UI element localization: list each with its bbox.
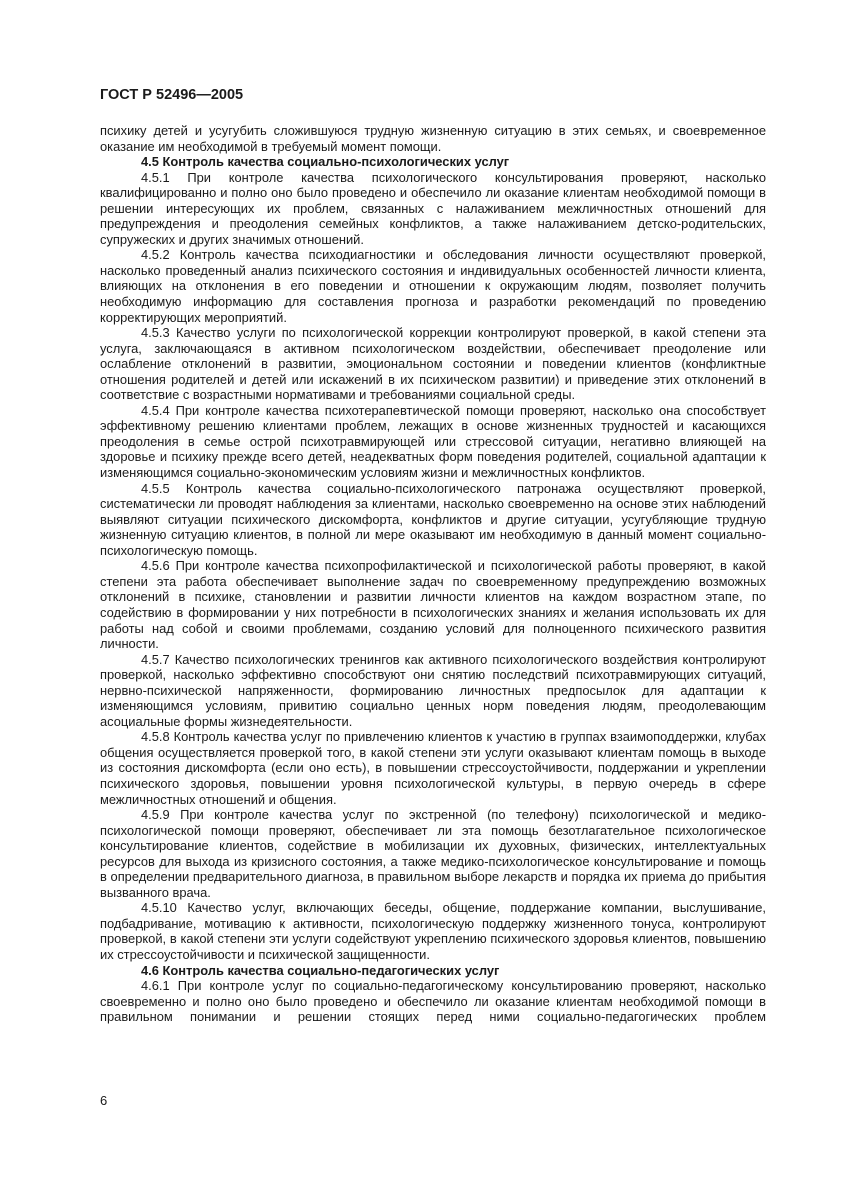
section-heading-4-5: 4.5 Контроль качества социально-психологических услуг — [141, 154, 510, 170]
paragraph-continuation: психику детей и усугубить сложившуюся трудную жизненную ситуацию в этих семьях, и своевременное оказание им необходимой в требуемый момент помощи. — [100, 123, 766, 154]
paragraph-4-5-6: 4.5.6 При контроле качества психопрофилактической и психологической работы проверяют, в какой степени эта работа обеспечивает выполнение задач по своевременному предупреждению возможных отклонений в психике, становлении и развитии личности клиентов на каждом возрастном этапе, по содействию в формировании у них потребности в психологических знаниях и желания использовать их для работы над собой и своими проблемами, созданию условий для полноценного психического развития личности. — [100, 558, 766, 652]
paragraph-4-5-3: 4.5.3 Качество услуги по психологической коррекции контролируют проверкой, в какой степени эта услуга, заключающаяся в активном психологическом воздействии, обеспечивает преодоление или ослабление отклонений в развитии, эмоциональном состоянии и поведении клиентов (конфликтные отношения родителей и детей или искажений в их психическом развитии) и приведение этих отклонений в соответствие с возрастными нормативами и требованиями социальной среды. — [100, 325, 766, 403]
paragraph-4-5-1: 4.5.1 При контроле качества психологического консультирования проверяют, насколько квалифицированно и полно оно было проведено и обеспечило ли оказание клиентам необходимой помощи в решении интересующих их проблем, связанных с налаживанием межличностных отношений для предупреждения и преодоления семейных конфликтов, а также налаживанием детско-родительских, супружеских и других значимых отношений. — [100, 169, 766, 247]
standard-header: ГОСТ Р 52496—2005 — [100, 87, 244, 103]
paragraph-4-5-2: 4.5.2 Контроль качества психодиагностики и обследования личности осуществляют проверкой, насколько проведенный анализ психического состояния и индивидуальных особенностей личности клиента, влияющих на отклонения в его поведении и отношении к окружающим людям, позволяет получить необходимую информацию для составления прогноза и разработки рекомендаций по проведению корректирующих мероприятий. — [100, 247, 766, 325]
paragraph-4-5-8: 4.5.8 Контроль качества услуг по привлечению клиентов к участию в группах взаимоподдержки, клубах общения осуществляется проверкой того, в какой степени эти услуги оказывают клиентам помощь в выходе из состояния дискомфорта (если оно есть), в повышении стрессоустойчивости, поддержании и укреплении психического здоровья, повышении уровня психологической культуры, в первую очередь в сфере межличностных отношений и общения. — [100, 729, 766, 807]
paragraph-4-5-5: 4.5.5 Контроль качества социально-психологического патронажа осуществляют проверкой, систематически ли проводят наблюдения за клиентами, насколько своевременно на основе этих наблюдений выявляют ситуации психического дискомфорта, конфликтов и другие ситуации, усугубляющие трудную жизненную ситуацию клиентов, в полной ли мере оказывают им необходимую в данный момент социально-психологическую помощь. — [100, 480, 766, 558]
paragraph-4-5-4: 4.5.4 При контроле качества психотерапевтической помощи проверяют, насколько она способствует эффективному решению клиентами проблем, лежащих в основе жизненных трудностей и касающихся преодоления в семье острой психотравмирующей или стрессовой ситуации, негативно влияющей на здоровье и психику прежде всего детей, неадекватных форм поведения родителей, социальной адаптации к изменяющимся социально-экономическим условиям жизни и межличностных конфликтов. — [100, 402, 766, 481]
page-number: 6 — [100, 1093, 108, 1108]
paragraph-4-5-7: 4.5.7 Качество психологических тренингов как активного психологического воздействия контролируют проверкой, насколько эффективно способствуют они снятию последствий психотравмирующих ситуаций, нервно-психической напряженности, формированию личностных предпосылок для адаптации к изменяющимся условиям, привитию социально ценных норм поведения людям, преодолевающим асоциальные формы жизнедеятельности. — [100, 651, 766, 729]
paragraph-4-5-9: 4.5.9 При контроле качества услуг по экстренной (по телефону) психологической и медико-психологической помощи проверяют, обеспечивает ли эта помощь безотлагательное психологическое консультирование клиентов, содействие в мобилизации их духовных, физических, интеллектуальных ресурсов для выхода из кризисного состояния, а также медико-психологическое консультирование и помощь в определении предварительного диагноза, в правильном выборе лекарств и порядка их приема до прибытия вызванного врача. — [100, 807, 766, 900]
paragraph-4-6-1: 4.6.1 При контроле услуг по социально-педагогическому консультированию проверяют, насколько своевременно и полно оно было проведено и обеспечило ли оказание клиентам необходимой помощи в правильном понимании и решении стоящих перед ними социально-педагогических проблем — [100, 978, 766, 1025]
document-body — [100, 123, 766, 1025]
paragraph-4-5-10: 4.5.10 Качество услуг, включающих беседы, общение, поддержание компании, выслушивание, подбадривание, мотивацию к активности, психологическую поддержку жизненного тонуса, контролируют проверкой, в какой степени эти услуги содействуют укреплению психического здоровья клиентов, повышению их стрессоустойчивости и психической защищенности. — [100, 900, 766, 962]
section-heading-4-6: 4.6 Контроль качества социально-педагогических услуг — [141, 962, 500, 978]
